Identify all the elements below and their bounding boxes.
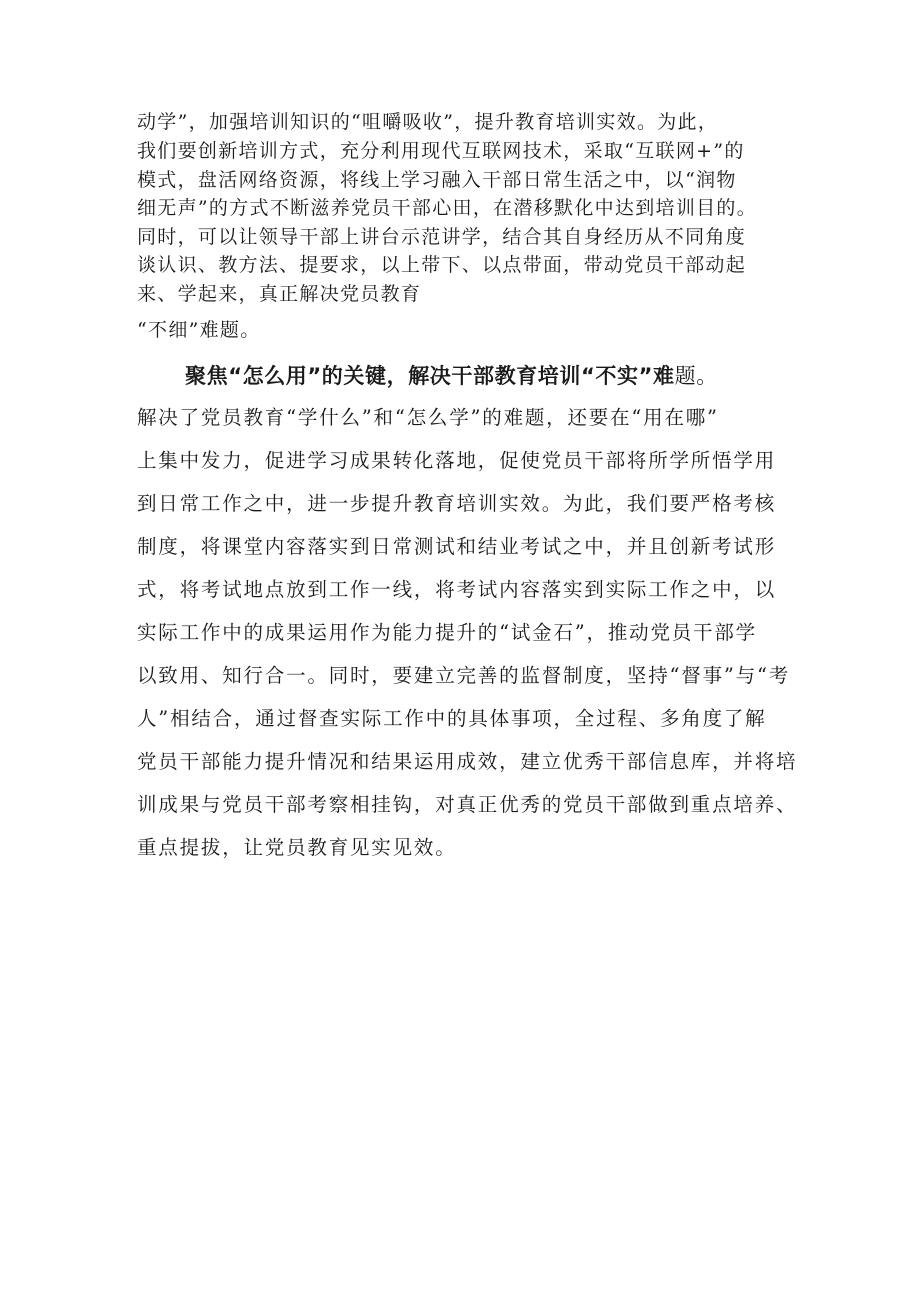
paragraph-2-line-4: 制度，将课堂内容落实到日常测试和结业考试之中，并且创新考试形 (137, 535, 777, 558)
paragraph-2-line-5: 式，将考试地点放到工作一线，将考试内容落实到实际工作之中，以 (137, 578, 777, 601)
paragraph-1-line-7: 来、学起来，真正解决党员教育 (137, 283, 422, 305)
section-heading (185, 366, 718, 387)
paragraph-1-line-4: 细无声”的方式不断滋养党员干部心田，在潜移默化中达到培训目的。 (137, 197, 758, 219)
paragraph-2-line-1: 解决了党员教育“学什么”和“怎么学”的难题，还要在“用在哪” (137, 406, 719, 429)
paragraph-2-line-10: 训成果与党员干部考察相挂钩，对真正优秀的党员干部做到重点培养、 (137, 793, 798, 816)
paragraph-1-line-6: 谈认识、教方法、提要求，以上带下、以点带面，带动党员干部动起 (137, 254, 747, 276)
paragraph-1-line-1: 动学”，加强培训知识的“咀嚼吸收”，提升教育培训实效。为此， (137, 111, 719, 133)
paragraph-2-line-9: 党员干部能力提升情况和结果运用成效，建立优秀干部信息库，并将培 (137, 750, 798, 773)
paragraph-1-line-8: “不细”难题。 (137, 319, 261, 341)
paragraph-1-line-3: 模式，盘活网络资源，将线上学习融入干部日常生活之中，以“润物 (137, 169, 737, 191)
paragraph-2-line-8: 人”相结合，通过督查实际工作中的具体事项，全过程、多角度了解 (137, 707, 767, 730)
paragraph-2-line-2: 上集中发力，促进学习成果转化落地，促使党员干部将所学所悟学用 (137, 449, 777, 472)
section-heading-tail: 题。 (674, 364, 718, 388)
paragraph-2-line-3: 到日常工作之中，进一步提升教育培训实效。为此，我们要严格考核 (137, 492, 777, 515)
paragraph-2-line-11: 重点提拔，让党员教育见实见效。 (137, 836, 457, 859)
paragraph-2-line-7: 以致用、知行合一。同时，要建立完善的监督制度，坚持“督事”与“考 (137, 664, 791, 687)
section-heading-bold: 聚焦“怎么用”的关键，解决干部教育培训“不实”难 (185, 364, 675, 388)
paragraph-1-line-5: 同时，可以让领导干部上讲台示范讲学，结合其自身经历从不同角度 (137, 226, 747, 248)
paragraph-1-line-2: 我们要创新培训方式，充分利用现代互联网技术，采取“互联网+”的 (137, 140, 745, 162)
paragraph-2-line-6: 实际工作中的成果运用作为能力提升的“试金石”，推动党员干部学 (137, 621, 757, 644)
